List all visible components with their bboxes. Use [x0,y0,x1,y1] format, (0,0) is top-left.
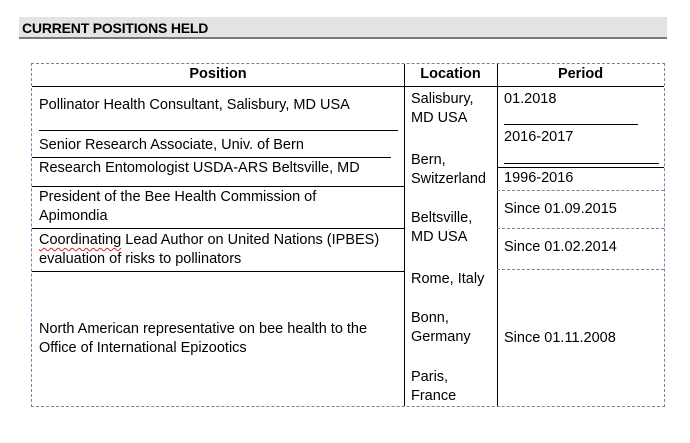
period-1996-2016: 1996-2016 [504,170,574,186]
period-2018: 01.2018 [504,91,557,107]
header-period: Period [557,66,604,82]
column-divider-period [497,64,498,406]
section-header-bar [19,17,667,39]
location-rome: Rome, Italy [411,271,485,287]
position-north-american-representative: North American representative on bee health to the [39,321,368,337]
location-salisbury: Salisbury, [411,91,474,107]
position-rule-3 [32,186,404,187]
column-divider-location [404,64,405,406]
period-rule-4 [497,228,664,229]
position-ipbes-author-line2: evaluation of risks to pollinators [39,251,242,267]
location-bern-line2: Switzerland [411,171,486,187]
period-underline-1 [504,124,638,125]
location-salisbury-line2: MD USA [411,110,468,126]
position-underline-1 [39,130,398,131]
position-bee-health-president: President of the Bee Health Commission of [39,189,317,205]
position-rule-4 [32,228,404,229]
period-since-2015: Since 01.09.2015 [504,201,617,217]
position-ipbes-author [39,231,379,250]
period-2016-2017: 2016-2017 [504,129,574,145]
position-senior-research-associate: Senior Research Associate, Univ. of Bern [39,137,304,153]
header-location: Location [420,66,481,82]
location-paris: Paris, [411,369,449,385]
location-beltsville: Beltsville, [411,210,473,226]
period-since-2014: Since 01.02.2014 [504,239,617,255]
period-rule-5 [497,269,664,270]
location-bonn: Bonn, [411,310,449,326]
period-since-2008: Since 01.11.2008 [504,330,616,346]
period-underline-2 [504,163,659,164]
location-bonn-line2: Germany [411,329,471,345]
spellcheck-word: Coordinating [39,232,122,248]
header-rule [32,86,664,87]
position-pollinator-consultant: Pollinator Health Consultant, Salisbury, MD USA [39,97,350,113]
position-rule-2 [32,157,391,158]
period-rule-2 [497,167,664,168]
header-position: Position [189,66,247,82]
position-bee-health-president-line2: Apimondia [39,208,108,224]
period-rule-3 [497,190,664,191]
section-title: CURRENT POSITIONS HELD [22,20,209,36]
location-bern: Bern, [411,152,446,168]
position-ipbes-author-rest: Lead Author on United Nations (IPBES) [121,232,380,248]
location-paris-line2: France [411,388,457,404]
position-north-american-representative-line2: Office of International Epizootics [39,340,247,356]
position-research-entomologist: Research Entomologist USDA-ARS Beltsville, MD [39,160,360,176]
positions-table [31,63,665,407]
position-rule-5 [32,271,404,272]
location-beltsville-line2: MD USA [411,229,468,245]
